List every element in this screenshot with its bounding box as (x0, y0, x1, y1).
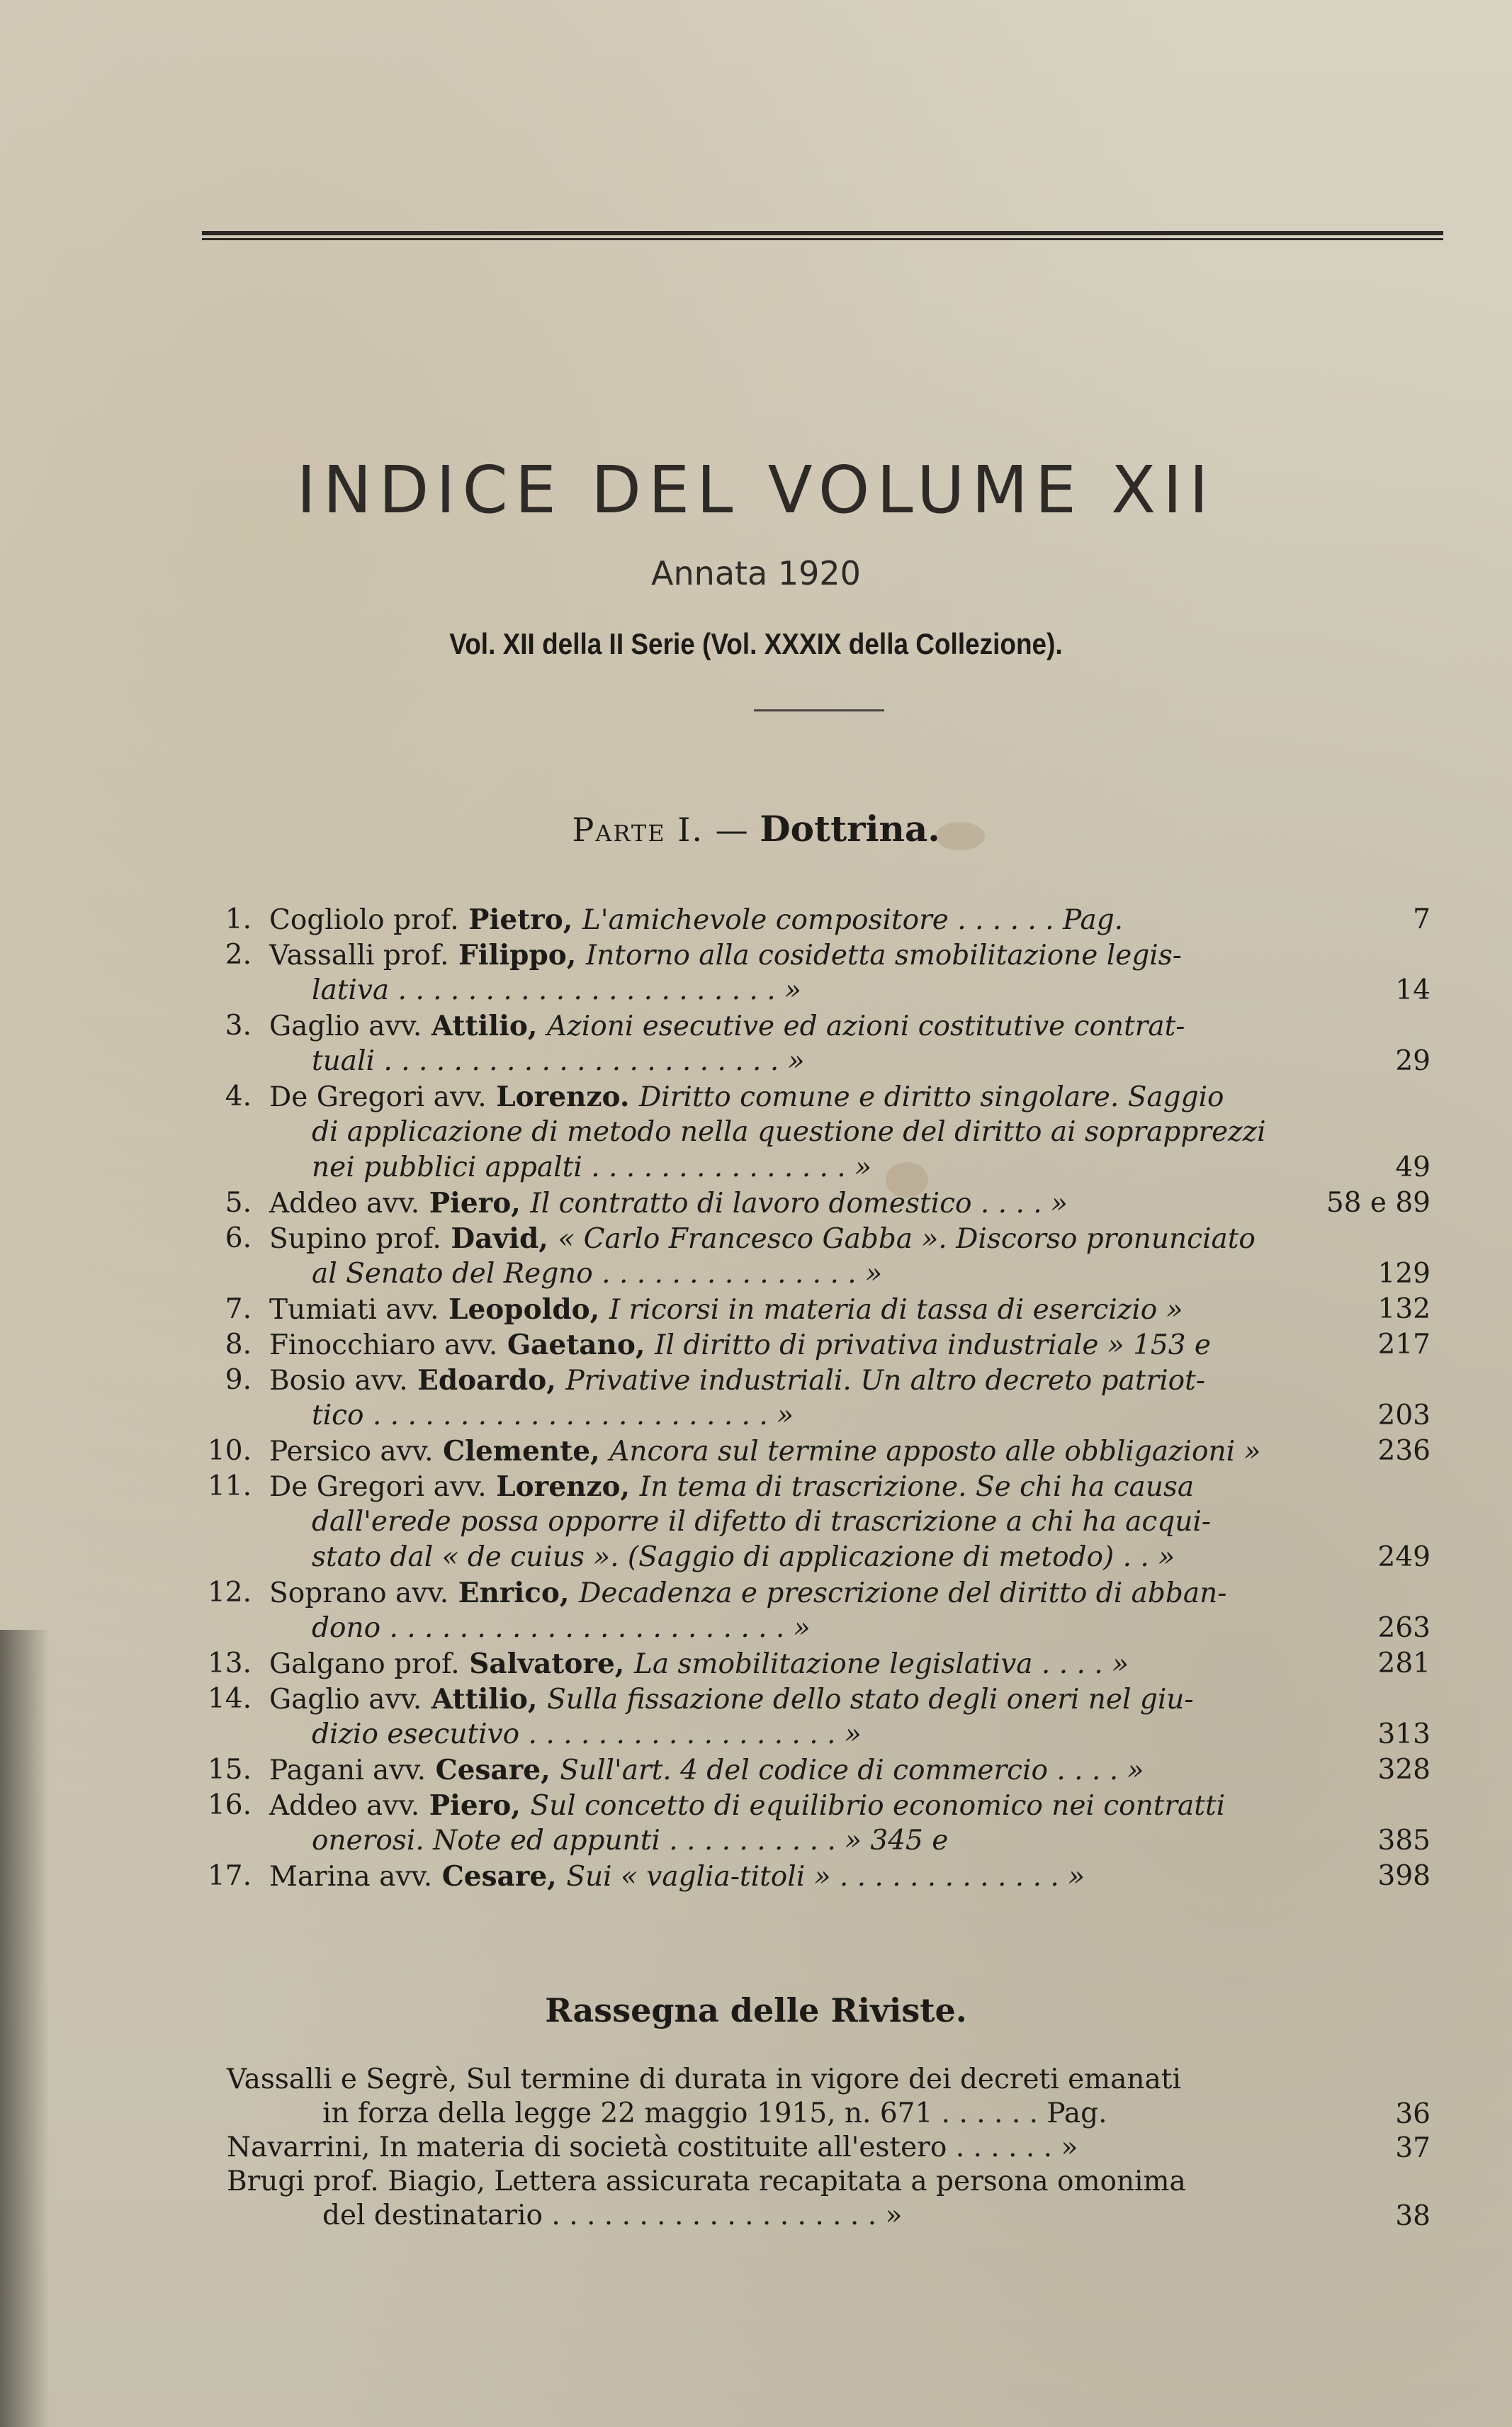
review-item-continuation: del destinatario . . . . . . . . . . . . . . . . . . . » (322, 2200, 903, 2231)
entry-number: 14. (207, 1683, 252, 1715)
entry-author (269, 1081, 639, 1113)
entry-author (269, 1010, 547, 1042)
entry-page-number: 58 e 89 (1326, 1187, 1431, 1219)
entry-number: 15. (207, 1754, 252, 1786)
entry-author (269, 1648, 634, 1680)
author-surname-title: Finocchiaro avv. (269, 1329, 498, 1361)
entry-first-line (269, 1575, 1226, 1612)
author-surname-title: Gaglio avv. (269, 1684, 422, 1716)
entry-first-line (269, 901, 1123, 939)
author-first-name: Pietro, (458, 903, 582, 936)
entry-continuation-line (312, 972, 801, 1009)
entry-continuation-line (312, 1114, 1266, 1151)
review-page-number: 36 (1395, 2098, 1431, 2130)
part-heading (0, 808, 1512, 850)
entry-title-text: L'amichevole compositore . . . . . . Pag. (582, 904, 1124, 936)
author-first-name: Lorenzo. (486, 1081, 640, 1113)
entry-title-text: lativa . . . . . . . . . . . . . . . . . . . . . . » (312, 974, 801, 1006)
author-first-name: Salvatore, (459, 1648, 634, 1680)
entry-number: 2. (225, 939, 252, 971)
entry-page-number: 385 (1377, 1825, 1431, 1857)
review-item-continuation: in forza della legge 22 maggio 1915, n. 671 . . . . . . Pag. (322, 2097, 1107, 2129)
entry-number: 5. (225, 1187, 252, 1219)
author-surname-title: Addeo avv. (269, 1790, 420, 1822)
entry-continuation-line (312, 1149, 871, 1186)
entry-title-text: dall'erede possa opporre il difetto di trascrizione a chi ha acqui- (312, 1506, 1211, 1538)
entry-first-line (269, 1079, 1224, 1116)
author-surname-title: Supino prof. (269, 1223, 441, 1255)
entry-title-text: « Carlo Francesco Gabba ». Discorso pronunciato (558, 1223, 1256, 1255)
review-page-number: 37 (1395, 2132, 1431, 2164)
entry-first-line (269, 1185, 1068, 1222)
entry-number: 10. (207, 1435, 252, 1467)
entry-page-number: 313 (1377, 1718, 1431, 1750)
entry-page-number: 249 (1377, 1541, 1431, 1573)
author-surname-title: Soprano avv. (269, 1577, 449, 1609)
entry-first-line (269, 1327, 1211, 1364)
entry-author (269, 1365, 565, 1397)
entry-title-text: In tema di trascrizione. Se chi ha causa (639, 1471, 1195, 1503)
entry-first-line (269, 1681, 1194, 1718)
entry-page-number: 203 (1377, 1400, 1431, 1431)
author-first-name: Lorenzo, (486, 1470, 640, 1503)
entry-page-number: 49 (1395, 1151, 1431, 1183)
author-surname-title: Tumiati avv. (269, 1294, 439, 1326)
entry-number: 1. (225, 903, 252, 935)
entry-first-line (269, 1291, 1183, 1329)
author-surname-title: Addeo avv. (269, 1188, 420, 1220)
author-surname-title: De Gregori avv. (269, 1081, 487, 1113)
entry-first-line (269, 1787, 1225, 1825)
entry-title-text: Sul concetto di equilibrio economico nei contratti (530, 1790, 1226, 1822)
entry-author (269, 904, 582, 936)
entry-number: 11. (207, 1470, 252, 1502)
author-surname-title: Vassalli prof. (269, 940, 449, 972)
entry-first-line (269, 1008, 1185, 1045)
entry-title-text: tuali . . . . . . . . . . . . . . . . . . . . . . . » (312, 1045, 805, 1077)
entry-continuation-line (312, 1610, 811, 1647)
entry-page-number: 29 (1395, 1045, 1431, 1077)
entry-first-line (269, 1220, 1256, 1258)
entry-title-text: tico . . . . . . . . . . . . . . . . . . . . . . . » (312, 1400, 794, 1431)
author-first-name: Piero, (419, 1789, 531, 1822)
author-first-name: Piero, (419, 1187, 531, 1220)
entry-title-text: Sull'art. 4 del codice di commercio . . . . » (560, 1755, 1144, 1786)
entry-author (269, 1436, 609, 1468)
entry-page-number: 217 (1377, 1329, 1431, 1361)
entry-first-line (269, 937, 1182, 974)
entry-page-number: 398 (1377, 1860, 1431, 1892)
author-surname-title: Cogliolo prof. (269, 904, 459, 936)
entry-title-text: dizio esecutivo . . . . . . . . . . . . . . . . . . » (312, 1718, 862, 1750)
entry-title-text: Intorno alla cosidetta smobilitazione legis- (585, 940, 1182, 972)
entry-number: 12. (207, 1577, 252, 1609)
author-first-name: Gaetano, (497, 1329, 655, 1361)
entry-title-text: Privative industriali. Un altro decreto patriot- (565, 1365, 1205, 1397)
author-first-name: Edoardo, (407, 1364, 566, 1397)
entry-page-number: 281 (1377, 1648, 1431, 1679)
series-line: Vol. XII della II Serie (Vol. XXXIX della Collezione). (449, 627, 1063, 660)
entry-number: 8. (225, 1329, 252, 1361)
entry-page-number: 328 (1377, 1754, 1431, 1786)
entry-continuation-line (312, 1043, 805, 1080)
entry-first-line (269, 1645, 1129, 1683)
author-surname-title: Bosio avv. (269, 1365, 408, 1397)
entry-title-text: Ancora sul termine apposto alle obbligazioni » (609, 1436, 1261, 1468)
author-first-name: Attilio, (422, 1683, 548, 1716)
year-subtitle: Annata 1920 (651, 554, 861, 592)
entry-page-number: 236 (1377, 1435, 1431, 1467)
entry-title-text: di applicazione di metodo nella questione del diritto ai soprapprezzi (312, 1116, 1266, 1148)
entry-number: 13. (207, 1648, 252, 1679)
entry-continuation-line (312, 1823, 948, 1859)
review-page-number: 38 (1395, 2200, 1431, 2232)
entry-title-text: Sui « vaglia-titoli » . . . . . . . . . . . . . » (566, 1861, 1085, 1893)
author-surname-title: Galgano prof. (269, 1648, 460, 1680)
entry-author (269, 1790, 530, 1822)
entry-author (269, 1471, 640, 1503)
entry-author (269, 1755, 560, 1786)
entry-number: 4. (225, 1081, 252, 1113)
review-item-line: Navarrini, In materia di società costituite all'estero . . . . . . » (227, 2132, 1078, 2163)
author-surname-title: De Gregori avv. (269, 1471, 487, 1503)
entry-title-text: nei pubblici appalti . . . . . . . . . . . . . . . » (312, 1151, 871, 1183)
author-first-name: Clemente, (433, 1435, 610, 1468)
entry-author (269, 1188, 530, 1220)
entry-first-line (269, 1433, 1260, 1470)
entry-number: 6. (225, 1222, 252, 1254)
entry-author (269, 1684, 547, 1716)
entry-author (269, 1861, 566, 1893)
index-title: INDICE DEL VOLUME XII (296, 452, 1216, 528)
entry-first-line (269, 1362, 1205, 1400)
entry-title-text: I ricorsi in materia di tassa di esercizio » (609, 1294, 1183, 1326)
author-first-name: David, (441, 1222, 558, 1255)
author-first-name: Enrico, (448, 1577, 580, 1609)
entry-author (269, 940, 586, 972)
entry-first-line (269, 1468, 1194, 1506)
part-title: Dottrina. (760, 808, 940, 850)
entry-title-text: dono . . . . . . . . . . . . . . . . . . . . . . . » (312, 1612, 811, 1644)
entry-page-number: 263 (1377, 1612, 1431, 1644)
author-surname-title: Persico avv. (269, 1436, 434, 1468)
entry-number: 3. (225, 1010, 252, 1042)
author-surname-title: Pagani avv. (269, 1755, 427, 1786)
entry-continuation-line (312, 1504, 1211, 1541)
entry-title-text: Azioni esecutive ed azioni costitutive contrat- (547, 1010, 1185, 1042)
short-divider (754, 709, 884, 711)
author-surname-title: Gaglio avv. (269, 1010, 422, 1042)
entry-title-text: Sulla fissazione dello stato degli oneri nel giu- (547, 1684, 1194, 1716)
entry-title-text: Diritto comune e diritto singolare. Saggio (639, 1081, 1224, 1113)
entry-page-number: 132 (1377, 1293, 1431, 1325)
entry-author (269, 1329, 655, 1361)
entry-page-number: 14 (1395, 974, 1431, 1006)
entry-continuation-line (312, 1539, 1175, 1576)
entry-title-text: stato dal « de cuius ». (Saggio di applicazione di metodo) . . » (312, 1541, 1175, 1573)
author-first-name: Filippo, (448, 939, 586, 972)
entry-first-line (269, 1752, 1144, 1789)
entry-title-text: Decadenza e prescrizione del diritto di abban- (579, 1577, 1227, 1609)
review-item-line: Brugi prof. Biagio, Lettera assicurata recapitata a persona omonima (227, 2166, 1186, 2197)
author-first-name: Leopoldo, (439, 1293, 609, 1326)
entry-title-text: Il diritto di privativa industriale » 153 e (655, 1329, 1211, 1361)
entry-number: 7. (225, 1293, 252, 1325)
entry-continuation-line (312, 1256, 882, 1293)
entry-author (269, 1577, 579, 1609)
part-label: Parte I. — (572, 811, 750, 849)
entry-number: 9. (225, 1364, 252, 1396)
entry-author (269, 1294, 609, 1326)
entry-title-text: onerosi. Note ed appunti . . . . . . . . . . » 345 e (312, 1825, 949, 1857)
entry-page-number: 129 (1377, 1258, 1431, 1290)
entry-number: 16. (207, 1789, 252, 1821)
entry-title-text: al Senato del Regno . . . . . . . . . . . . . . . » (312, 1258, 882, 1290)
author-first-name: Cesare, (426, 1754, 560, 1786)
entry-page-number: 7 (1413, 903, 1431, 935)
author-surname-title: Marina avv. (269, 1861, 433, 1893)
top-double-rule (202, 231, 1443, 241)
review-item-line: Vassalli e Segrè, Sul termine di durata in vigore dei decreti emanati (227, 2063, 1181, 2095)
review-heading: Rassegna delle Riviste. (545, 1991, 967, 2029)
entry-author (269, 1223, 558, 1255)
entry-title-text: Il contratto di lavoro domestico . . . . » (530, 1188, 1068, 1220)
entry-title-text: La smobilitazione legislativa . . . . » (633, 1648, 1129, 1680)
author-first-name: Attilio, (422, 1010, 548, 1042)
author-first-name: Cesare, (432, 1860, 567, 1893)
entry-first-line (269, 1858, 1085, 1896)
entry-continuation-line (312, 1716, 862, 1753)
entry-number: 17. (207, 1860, 252, 1892)
entry-continuation-line (312, 1397, 794, 1434)
